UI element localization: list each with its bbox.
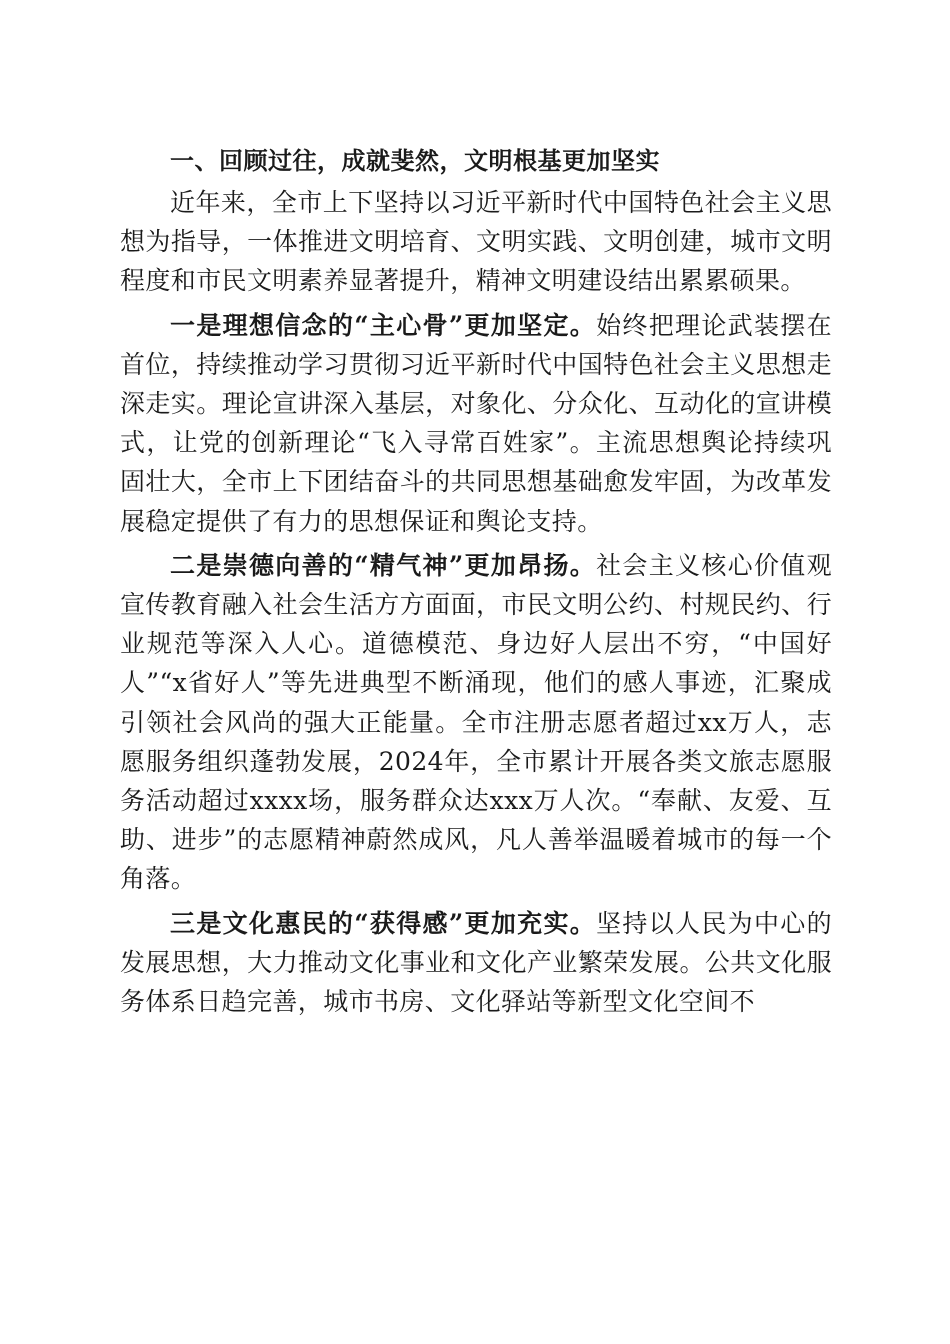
section-heading: 一、回顾过往，成就斐然，文明根基更加坚实 [170,147,660,175]
paragraph-culture [120,904,832,1022]
paragraph-ideals [120,306,832,541]
paragraph-body: 始终把理论武装摆在首位，持续推动学习贯彻习近平新时代中国特色社会主义思想走深走实。理论宣讲深入基层，对象化、分众化、互动化的宣讲模式，让党的创新理论“飞入寻常百姓家”。主流思想舆论持续巩固壮大，全市上下团结奋斗的共同思想基础愈发牢固，为改革发展稳定提供了有力的思想保证和舆论支持。 [120,310,832,536]
paragraph-lead: 二是崇德向善的“精气神”更加昂扬。 [170,550,597,580]
paragraph-body: 坚持以人民为中心的发展思想，大力推动文化事业和文化产业繁荣发展。公共文化服务体系日趋完善，城市书房、文化驿站等新型文化空间不 [120,908,832,1017]
intro-paragraph: 近年来，全市上下坚持以习近平新时代中国特色社会主义思想为指导，一体推进文明培育、文明实践、文明创建，城市文明程度和市民文明素养显著提升，精神文明建设结出累累硕果。 [120,188,832,296]
paragraph-lead: 三是文化惠民的“获得感”更加充实。 [170,908,597,938]
paragraph-morality [120,546,832,899]
paragraph-body: 社会主义核心价值观宣传教育融入社会生活方方面面，市民文明公约、村规民约、行业规范等深入人心。道德模范、身边好人层出不穷，“中国好人”“x省好人”等先进典型不断涌现，他们的感人事迹，汇聚成引领社会风尚的强大正能量。全市注册志愿者超过xx万人，志愿服务组织蓬勃发展，2024年，全市累计开展各类文旅志愿服务活动超过xxxx场，服务群众达xxx万人次。“奉献、友爱、互助、进步”的志愿精神蔚然成风，凡人善举温暖着城市的每一个角落。 [120,550,832,894]
paragraph-lead: 一是理想信念的“主心骨”更加坚定。 [170,310,597,340]
document-body [120,140,832,1026]
